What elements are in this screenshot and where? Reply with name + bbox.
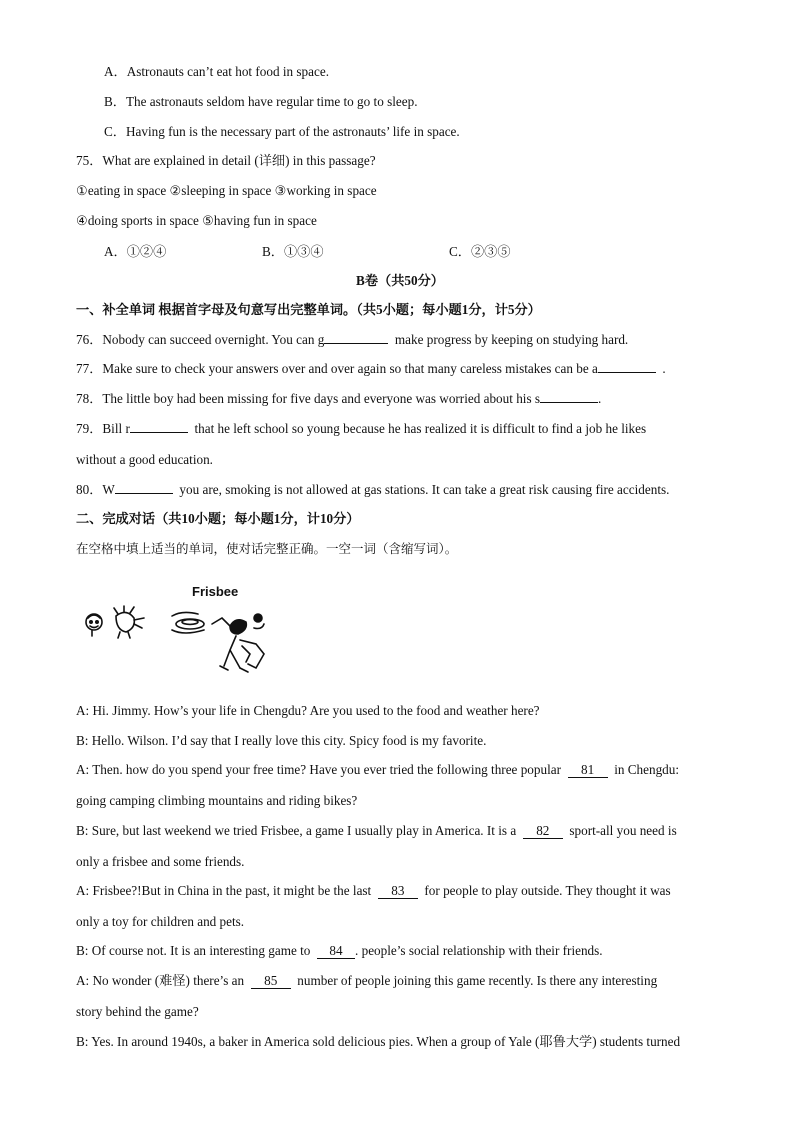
dialogue-line-5-b: for people to play outside. They thought it was bbox=[424, 883, 671, 898]
blank-83[interactable]: 83 bbox=[378, 883, 418, 899]
dialogue-line-6-a: B: Of course not. It is an interesting game to bbox=[76, 943, 311, 958]
q77 bbox=[76, 360, 666, 378]
dialogue-line-4 bbox=[76, 822, 677, 840]
q75-option-c: C．②③⑤ bbox=[449, 244, 511, 259]
q74-option-a: A．Astronauts can’t eat hot food in space. bbox=[104, 64, 329, 79]
q78 bbox=[76, 390, 601, 408]
dialogue-line-7-b: number of people joining this game recently. Is there any interesting bbox=[297, 973, 658, 988]
dialogue-line-4-continued: only a frisbee and some friends. bbox=[76, 854, 245, 869]
dialogue-line-3-continued: going camping climbing mountains and riding bikes? bbox=[76, 793, 358, 808]
dialogue-line-3 bbox=[76, 761, 679, 779]
blank-81[interactable]: 81 bbox=[568, 762, 608, 778]
dialogue-line-1: A: Hi. Jimmy. How’s your life in Chengdu? Are you used to the food and weather here? bbox=[76, 703, 540, 718]
dialogue-line-7-continued: story behind the game? bbox=[76, 1004, 199, 1019]
blank-84[interactable]: 84 bbox=[317, 943, 355, 959]
dialogue-line-4-b: sport-all you need is bbox=[569, 823, 677, 838]
dialogue-line-4-a: B: Sure, but last weekend we tried Frisbee, a game I usually play in America. It is a bbox=[76, 823, 517, 838]
q77-text-b: . bbox=[662, 361, 666, 376]
q78-text-a: 78．The little boy had been missing for five days and everyone was worried about his s bbox=[76, 391, 541, 406]
q77-text-a: 77．Make sure to check your answers over and over again so that many careless mistakes can be a bbox=[76, 361, 598, 376]
q80 bbox=[76, 481, 669, 499]
dialogue-line-5 bbox=[76, 882, 671, 900]
q75-items-1: ①eating in space ②sleeping in space ③working in space bbox=[76, 183, 377, 198]
q79-blank[interactable] bbox=[130, 432, 188, 433]
q75-option-b: B．①③④ bbox=[262, 244, 324, 259]
q78-blank[interactable] bbox=[540, 402, 598, 403]
frisbee-illustration bbox=[80, 584, 280, 679]
q78-text-b: . bbox=[598, 391, 602, 406]
q76-text-a: 76．Nobody can succeed overnight. You can g bbox=[76, 332, 325, 347]
blank-85[interactable]: 85 bbox=[251, 973, 291, 989]
q74-option-b: B．The astronauts seldom have regular time to go to sleep. bbox=[104, 94, 418, 109]
dialogue-line-2: B: Hello. Wilson. I’d say that I really love this city. Spicy food is my favorite. bbox=[76, 733, 487, 748]
dialogue-line-7-a: A: No wonder (难怪) there’s an bbox=[76, 973, 245, 988]
q79-continued: without a good education. bbox=[76, 452, 213, 467]
figure-label: Frisbee bbox=[192, 584, 239, 599]
frisbee-players-icon bbox=[80, 584, 280, 679]
q74-option-c: C．Having fun is the necessary part of the astronauts’ life in space. bbox=[104, 124, 460, 139]
q76 bbox=[76, 331, 628, 349]
part2-heading: 二、完成对话（共10小题；每小题1分，计10分） bbox=[76, 511, 360, 526]
q75-stem: 75．What are explained in detail (详细) in this passage? bbox=[76, 153, 376, 168]
dialogue-line-5-a: A: Frisbee?!But in China in the past, it might be the last bbox=[76, 883, 372, 898]
dialogue-line-3-b: in Chengdu: bbox=[614, 762, 680, 777]
dialogue-line-5-continued: only a toy for children and pets. bbox=[76, 914, 245, 929]
q76-blank[interactable] bbox=[324, 343, 388, 344]
q79-text-b: that he left school so young because he has realized it is difficult to find a job he likes bbox=[194, 421, 647, 436]
q76-text-b: make progress by keeping on studying hard. bbox=[394, 332, 629, 347]
q80-text-a: 80．W bbox=[76, 482, 115, 497]
dialogue-line-6 bbox=[76, 942, 603, 960]
blank-82[interactable]: 82 bbox=[523, 823, 563, 839]
part1-heading: 一、补全单词 根据首字母及句意写出完整单词。（共5小题；每小题1分，计5分） bbox=[76, 302, 541, 317]
dialogue-line-3-a: A: Then. how do you spend your free time? Have you ever tried the following three popular bbox=[76, 762, 561, 777]
q79 bbox=[76, 420, 646, 438]
section-b-title: B卷（共50分） bbox=[356, 273, 444, 288]
part2-instruction: 在空格中填上适当的单词，使对话完整正确。一空一词（含缩写词）。 bbox=[76, 541, 458, 556]
q75-items-2: ④doing sports in space ⑤having fun in space bbox=[76, 213, 317, 228]
dialogue-line-7 bbox=[76, 972, 657, 990]
q75-option-a: A．①②④ bbox=[104, 244, 167, 259]
q77-blank[interactable] bbox=[598, 372, 656, 373]
dialogue-line-8: B: Yes. In around 1940s, a baker in America sold delicious pies. When a group of Yale (耶鲁大学) students turned bbox=[76, 1034, 681, 1049]
dialogue-line-6-b: . people’s social relationship with their friends. bbox=[355, 943, 603, 958]
q80-blank[interactable] bbox=[115, 493, 173, 494]
q79-text-a: 79．Bill r bbox=[76, 421, 130, 436]
q80-text-b: you are, smoking is not allowed at gas stations. It can take a great risk causing fire accidents. bbox=[179, 482, 670, 497]
